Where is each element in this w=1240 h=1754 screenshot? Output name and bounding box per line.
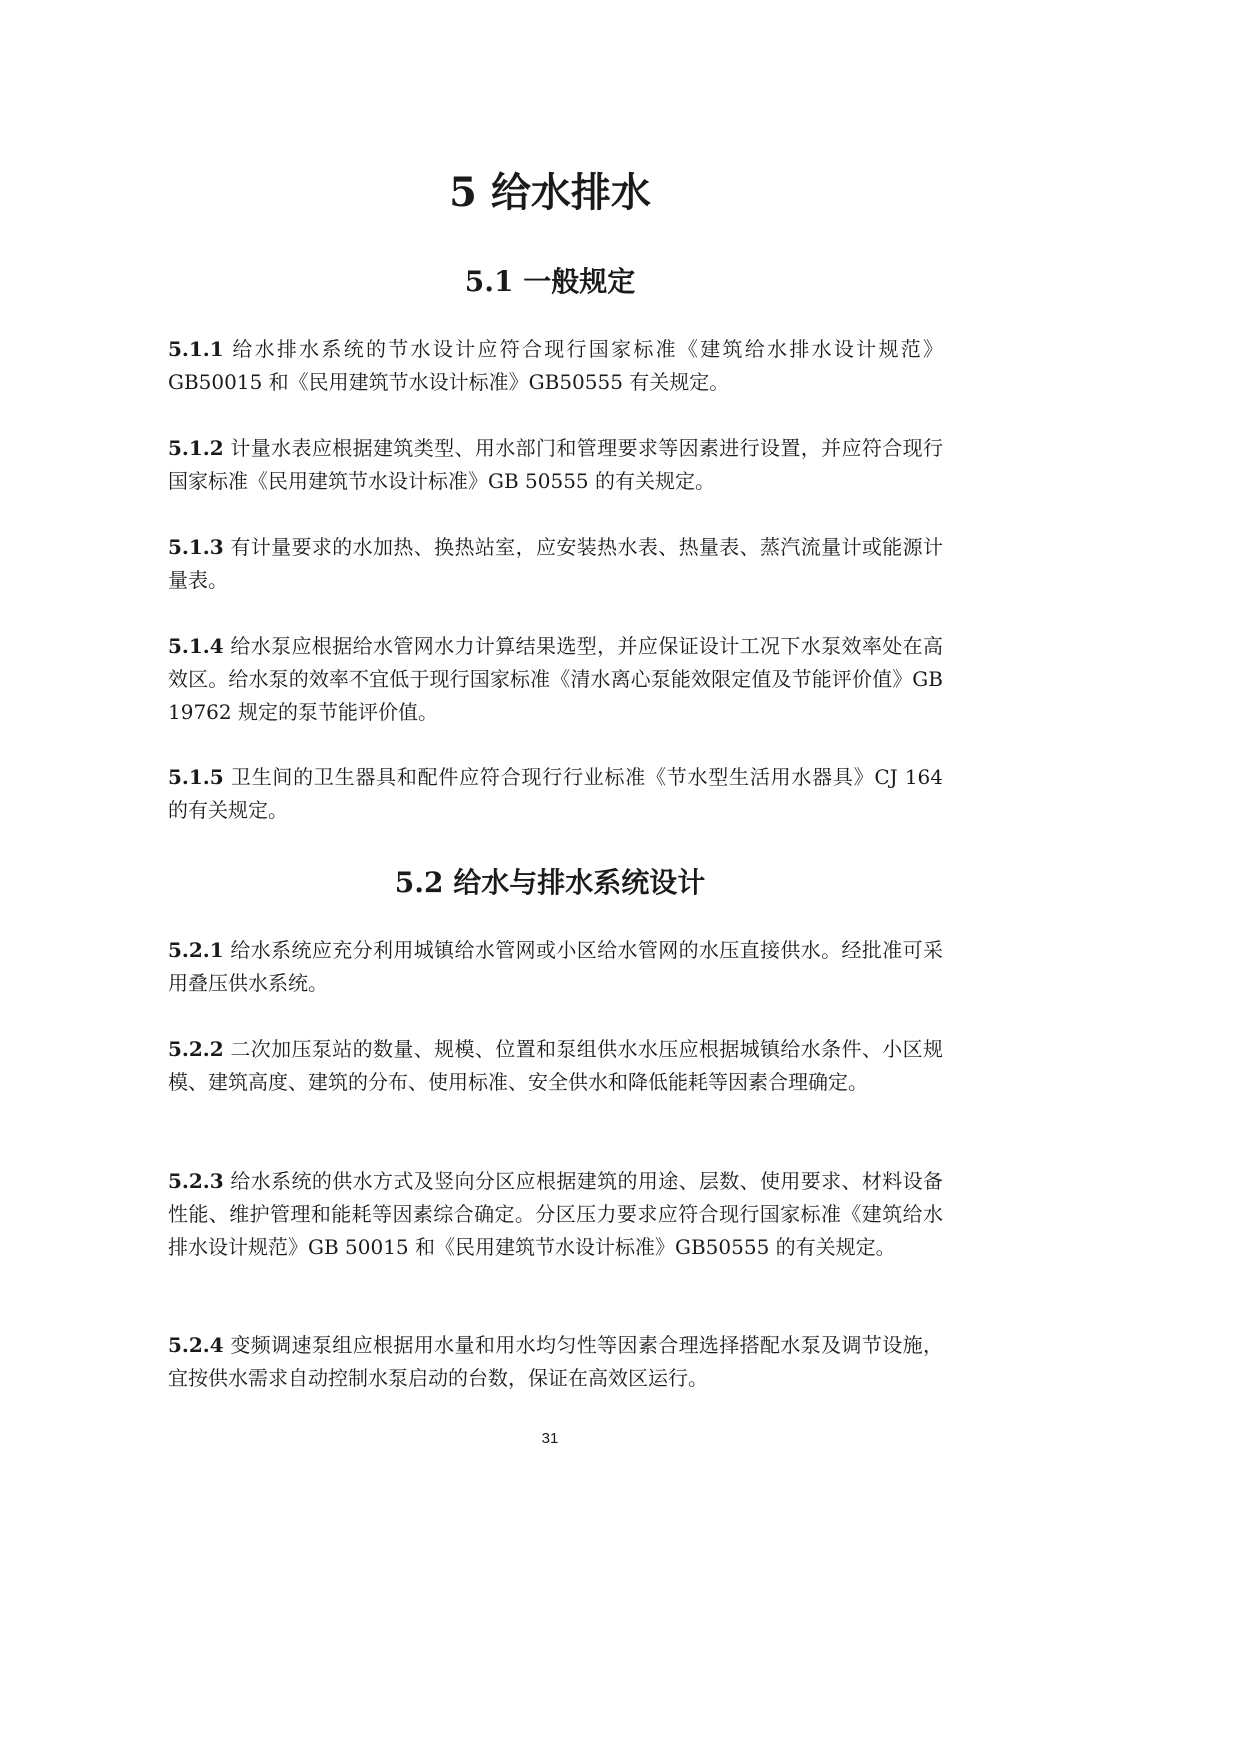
clause-5-1-3 [168, 531, 943, 597]
clause-text: 给水泵应根据给水管网水力计算结果选型，并应保证设计工况下水泵效率处在高效区。给水泵的效率不宜低于现行国家标准《清水离心泵能效限定值及节能评价值》GB 19762 规定的泵节能评价值。 [168, 634, 944, 724]
clause-number: 5.2.3 [168, 1169, 224, 1193]
clause-text: 给水系统应充分利用城镇给水管网或小区给水管网的水压直接供水。经批准可采用叠压供水系统。 [168, 938, 944, 995]
clause-number: 5.1.5 [168, 765, 224, 789]
clause-5-1-2 [168, 432, 943, 498]
clause-5-1-1 [168, 333, 943, 399]
clause-number: 5.1.4 [168, 634, 224, 658]
clause-number: 5.1.3 [168, 535, 224, 559]
clause-5-1-4 [168, 630, 943, 729]
clause-5-2-1 [168, 934, 943, 1000]
clause-text: 卫生间的卫生器具和配件应符合现行行业标准《节水型生活用水器具》CJ 164 的有关规定。 [168, 765, 943, 822]
clause-number: 5.2.4 [168, 1333, 224, 1357]
clause-text: 给水排水系统的节水设计应符合现行国家标准《建筑给水排水设计规范》GB50015 和《民用建筑节水设计标准》GB50555 有关规定。 [168, 337, 944, 394]
clause-number: 5.2.2 [168, 1037, 224, 1061]
page-number: 31 [541, 1430, 559, 1447]
clause-5-2-2 [168, 1033, 943, 1099]
clause-text: 有计量要求的水加热、换热站室，应安装热水表、热量表、蒸汽流量计或能源计量表。 [168, 535, 944, 592]
section-title-5-2: 5.2 给水与排水系统设计 [394, 866, 706, 899]
clause-5-1-5 [168, 761, 943, 827]
chapter-title: 5 给水排水 [449, 169, 651, 216]
section-title-5-1: 5.1 一般规定 [464, 265, 636, 298]
clause-text: 二次加压泵站的数量、规模、位置和泵组供水水压应根据城镇给水条件、小区规模、建筑高度、建筑的分布、使用标准、安全供水和降低能耗等因素合理确定。 [168, 1037, 944, 1094]
clause-5-2-4 [168, 1329, 943, 1395]
clause-text: 计量水表应根据建筑类型、用水部门和管理要求等因素进行设置，并应符合现行国家标准《民用建筑节水设计标准》GB 50555 的有关规定。 [168, 436, 944, 493]
clause-text: 给水系统的供水方式及竖向分区应根据建筑的用途、层数、使用要求、材料设备性能、维护管理和能耗等因素综合确定。分区压力要求应符合现行国家标准《建筑给水排水设计规范》GB 50015 和《民用建筑节水设计标准》GB50555 的有关规定。 [168, 1169, 944, 1259]
clause-number: 5.1.1 [168, 337, 224, 361]
clause-text: 变频调速泵组应根据用水量和用水均匀性等因素合理选择搭配水泵及调节设施，宜按供水需求自动控制水泵启动的台数，保证在高效区运行。 [168, 1333, 944, 1390]
clause-5-2-3 [168, 1165, 943, 1264]
clause-number: 5.2.1 [168, 938, 224, 962]
clause-number: 5.1.2 [168, 436, 224, 460]
